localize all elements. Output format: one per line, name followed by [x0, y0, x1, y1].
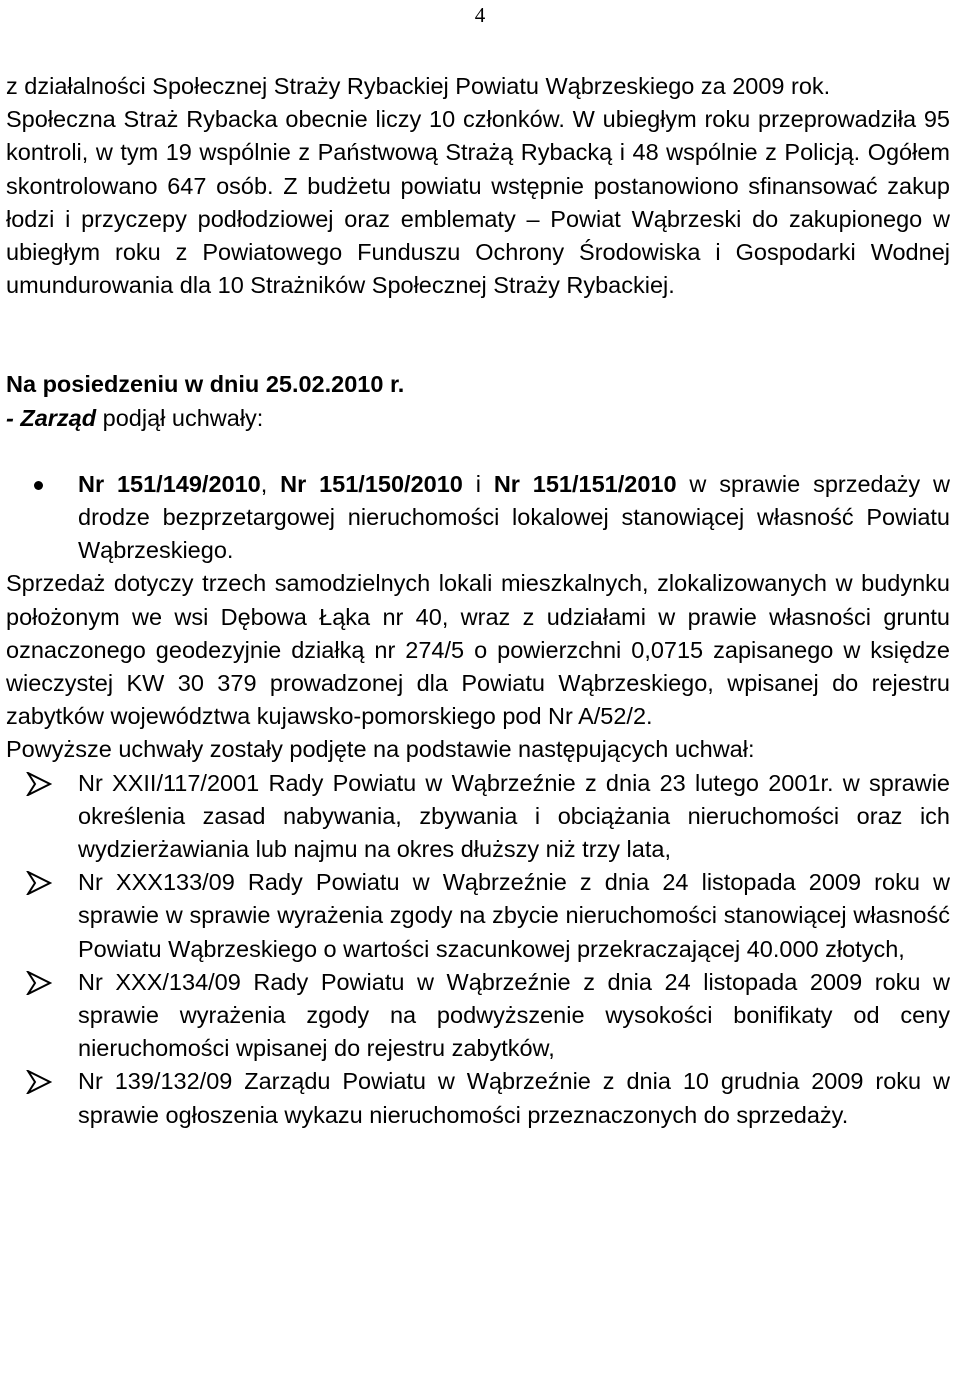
intro-paragraph-2: Społeczna Straż Rybacka obecnie liczy 10 członków. W ubiegłym roku przeprowadziła 95 kontroli, w tym 19 wspólnie z Państwową Strażą Rybacką i 48 wspólnie z Policją. Ogółem skontrolowano 647 osób. Z budżetu powiatu wstępnie postanowiono sfinansować zakup łodzi i przyczepy podłodziowej oraz emblematy – Powiat Wąbrzeski do zakupionego w ubiegłym roku z Powiatowego Funduszu Ochrony Środowiska i Gospodarki Wodnej umundurowania dla 10 Strażników Społecznej Straży Rybackiej.	[6, 106, 950, 299]
basis-item-text: Nr XXX/134/09 Rady Powiatu w Wąbrzeźnie z dnia 24 listopada 2009 roku w sprawie wyrażenia zgody na podwyższenie wysokości bonifikaty od ceny nieruchomości wpisanej do rejestru zabytków,	[78, 968, 950, 1062]
basis-item	[6, 767, 950, 867]
resolution-sep-2: i	[462, 470, 494, 497]
basis-intro: Powyższe uchwały zostały podjęte na podstawie następujących uchwał:	[6, 736, 755, 763]
basis-item	[6, 1065, 950, 1131]
arrowhead-bullet-icon	[26, 971, 52, 995]
basis-item-text: Nr XXII/117/2001 Rady Powiatu w Wąbrzeźnie z dnia 23 lutego 2001r. w sprawie określenia zasad nabywania, zbywania i obciążania nieruchomości oraz ich wydzierżawiania lub najmu na okres dłuższy niż trzy lata,	[78, 769, 950, 863]
intro-paragraph-1: z działalności Społecznej Straży Rybackiej Powiatu Wąbrzeskiego za 2009 rok.	[6, 73, 831, 99]
resolution-nr-1: Nr 151/149/2010	[78, 470, 261, 497]
page-number: 4	[474, 3, 486, 27]
section-spacer	[6, 302, 950, 368]
zarzad-label: - Zarząd	[6, 404, 97, 431]
zarzad-line	[6, 402, 950, 435]
arrowhead-bullet-icon	[26, 1070, 52, 1094]
resolution-nr-3: Nr 151/151/2010	[493, 470, 677, 497]
document-body	[6, 70, 950, 1132]
basis-item	[6, 966, 950, 1066]
zarzad-rest: podjął uchwały:	[96, 404, 264, 431]
basis-list	[6, 767, 950, 1132]
sale-description: Sprzedaż dotyczy trzech samodzielnych lokali mieszkalnych, zlokalizowanych w budynku położonym we wsi Dębowa Łąka nr 40, wraz z udziałami w prawie własności gruntu oznaczonego geodezyjnie działką nr 274/5 o powierzchni 0,0715 zapisanego w księdze wieczystej KW 30 379 prowadzonej dla Powiatu Wąbrzeskiego, wpisanej do rejestru zabytków województwa kujawsko-pomorskiego pod Nr A/52/2.	[6, 570, 950, 730]
bullet-disc-icon	[34, 481, 43, 490]
resolution-text: w sprawie sprzedaży w drodze bezprzetargowej nieruchomości lokalowej stanowiącej własność Powiatu Wąbrzeskiego.	[78, 470, 951, 564]
arrowhead-bullet-icon	[26, 871, 52, 895]
resolution-sep-1: ,	[260, 470, 281, 497]
resolution-list	[6, 468, 950, 568]
resolution-nr-2: Nr 151/150/2010	[280, 470, 463, 497]
resolution-item	[6, 468, 950, 568]
arrowhead-bullet-icon	[26, 772, 52, 796]
basis-item-text: Nr XXX133/09 Rady Powiatu w Wąbrzeźnie z dnia 24 listopada 2009 roku w sprawie w sprawie wyrażenia zgody na zbycie nieruchomości stanowiącej własność Powiatu Wąbrzeskiego o wartości szacunkowej przekraczającej 40.000 złotych,	[78, 869, 950, 962]
basis-item-text: Nr 139/132/09 Zarządu Powiatu w Wąbrzeźnie z dnia 10 grudnia 2009 roku w sprawie ogłoszenia wykazu nieruchomości przeznaczonych do sprzedaży.	[78, 1068, 950, 1128]
basis-item	[6, 866, 950, 966]
meeting-heading: Na posiedzeniu w dniu 25.02.2010 r.	[6, 371, 405, 398]
